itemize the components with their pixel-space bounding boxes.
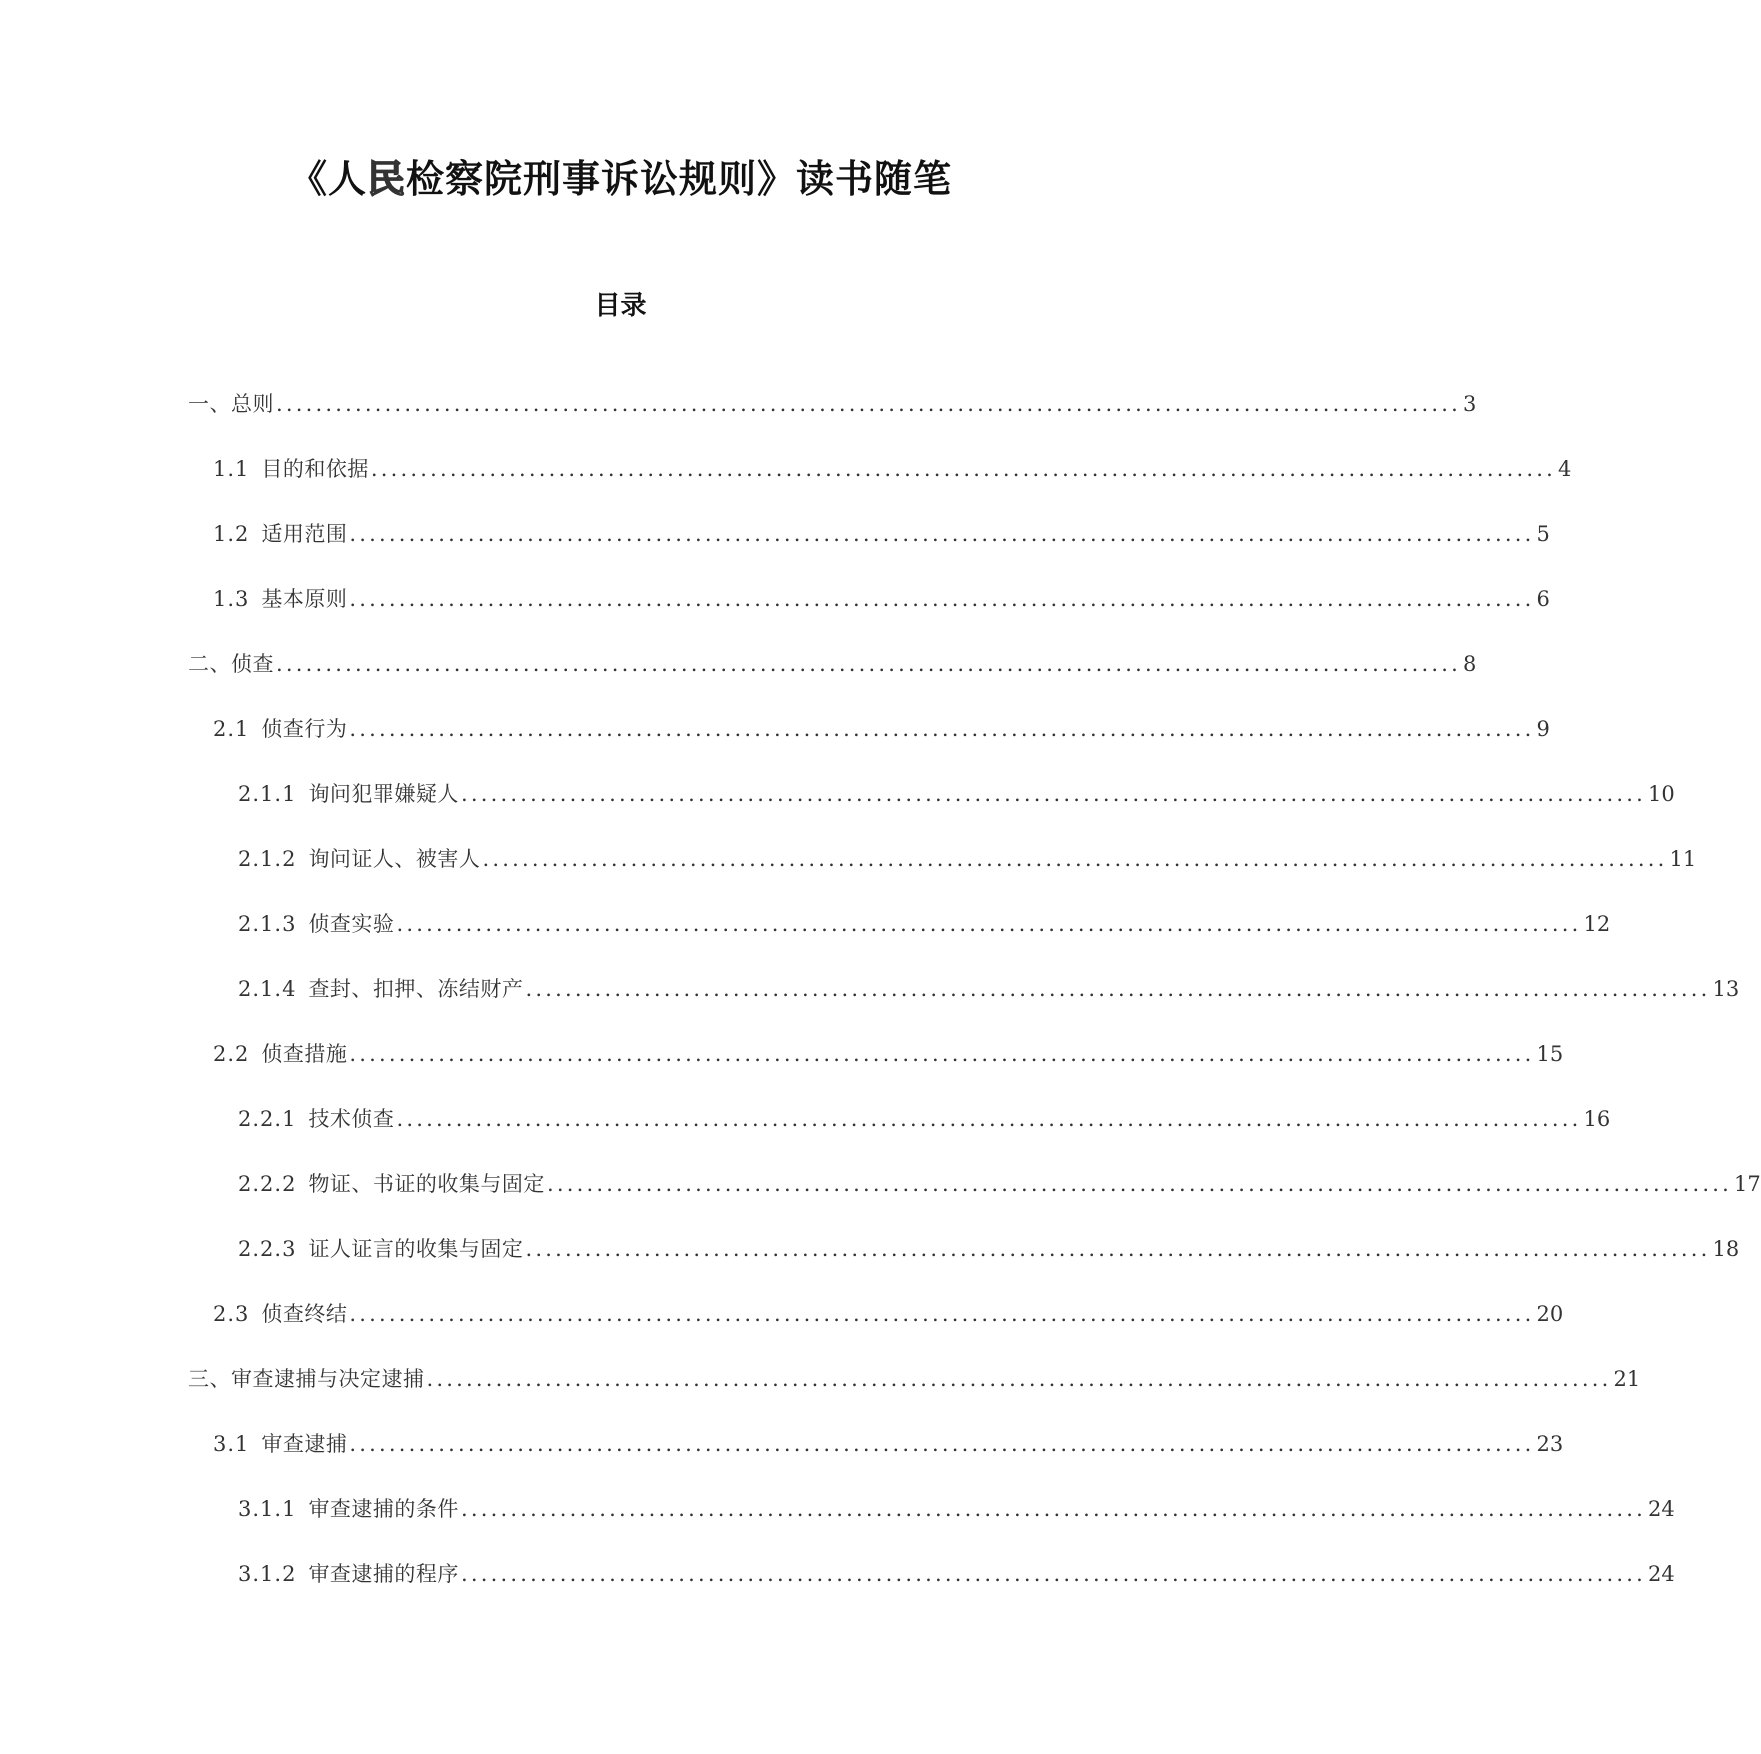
toc-entry-page: 17 [1733, 1172, 1761, 1196]
toc-entry[interactable] [213, 715, 1550, 743]
toc-dot-leader: ........................................................................................................................ [276, 392, 1462, 416]
toc-dot-leader: ........................................................................................................................ [525, 977, 1711, 1001]
toc-dot-leader: ........................................................................................................................ [396, 1107, 1582, 1131]
toc-entry-number: 2.1.3 [238, 912, 297, 936]
toc-dot-leader: ........................................................................................................................ [396, 912, 1582, 936]
title-text-outline-char: 民 [366, 157, 406, 201]
toc-dot-leader: ........................................................................................................................ [349, 587, 1535, 611]
toc-entry-page: 11 [1669, 847, 1697, 871]
toc-entry-number: 2.3 [213, 1302, 250, 1326]
toc-entry-text: 三、审查逮捕与决定逮捕 [188, 1367, 425, 1391]
toc-entry-number: 3.1.2 [238, 1562, 297, 1586]
toc-entry-text: 适用范围 [261, 522, 348, 546]
toc-entry-text: 一、总则 [188, 392, 274, 416]
toc-entry-page: 15 [1536, 1042, 1564, 1066]
toc-dot-leader: ........................................................................................................................ [546, 1172, 1732, 1196]
toc-entry[interactable] [213, 1430, 1564, 1458]
toc-entry-text: 审查逮捕的程序 [308, 1562, 459, 1586]
toc-entry-text: 查封、扣押、冻结财产 [308, 977, 524, 1001]
toc-entry-page: 13 [1712, 977, 1740, 1001]
toc-dot-leader: ........................................................................................................................ [460, 1562, 1646, 1586]
toc-entry-page: 20 [1536, 1302, 1564, 1326]
toc-entry[interactable] [238, 1235, 1740, 1263]
toc-entry-number: 1.1 [213, 457, 250, 481]
toc-entry-text: 侦查行为 [261, 717, 348, 741]
toc-entry-number: 3.1 [213, 1432, 250, 1456]
toc-entry-page: 24 [1647, 1562, 1675, 1586]
toc-entry[interactable] [188, 390, 1477, 418]
toc-dot-leader: ........................................................................................................................ [349, 1302, 1535, 1326]
title-text-part2: 检察院刑事诉讼规则》读书随笔 [406, 157, 953, 201]
toc-dot-leader: ........................................................................................................................ [349, 717, 1535, 741]
toc-entry-text: 询问证人、被害人 [308, 847, 481, 871]
toc-entry[interactable] [238, 910, 1611, 938]
toc-dot-leader: ........................................................................................................................ [349, 1432, 1535, 1456]
toc-entry-number: 2.1.4 [238, 977, 297, 1001]
toc-entry[interactable] [188, 1365, 1641, 1393]
toc-entry[interactable] [213, 455, 1572, 483]
toc-entry-page: 23 [1536, 1432, 1564, 1456]
toc-entry-page: 21 [1613, 1367, 1641, 1391]
toc-entry[interactable] [238, 975, 1740, 1003]
toc-entry-page: 10 [1647, 782, 1675, 806]
toc-entry[interactable] [238, 780, 1675, 808]
toc-entry-number: 2.1.2 [238, 847, 297, 871]
toc-dot-leader: ........................................................................................................................ [426, 1367, 1612, 1391]
toc-entry[interactable] [213, 1040, 1564, 1068]
toc-entry-text: 侦查终结 [261, 1302, 348, 1326]
toc-entry-page: 5 [1536, 522, 1550, 546]
toc-entry-number: 3.1.1 [238, 1497, 297, 1521]
toc-entry-number: 2.1 [213, 717, 250, 741]
toc-dot-leader: ........................................................................................................................ [525, 1237, 1711, 1261]
toc-entry-text: 二、侦查 [188, 652, 274, 676]
toc-entry[interactable] [238, 845, 1697, 873]
toc-entry-page: 4 [1557, 457, 1572, 481]
toc-entry[interactable] [238, 1105, 1611, 1133]
toc-entry-number: 2.2.3 [238, 1237, 297, 1261]
toc-heading: 目录 [594, 291, 647, 321]
toc-dot-leader: ........................................................................................................................ [460, 782, 1646, 806]
toc-entry-page: 3 [1463, 392, 1477, 416]
toc-entry-text: 审查逮捕 [261, 1432, 348, 1456]
toc-entry[interactable] [238, 1560, 1675, 1588]
toc-entry[interactable] [238, 1495, 1675, 1523]
toc-entry-text: 证人证言的收集与固定 [308, 1237, 524, 1261]
toc-entry-text: 侦查实验 [308, 912, 395, 936]
toc-entry-text: 审查逮捕的条件 [308, 1497, 459, 1521]
toc-entry-page: 16 [1583, 1107, 1611, 1131]
toc-entry-page: 6 [1536, 587, 1550, 611]
toc-dot-leader: ........................................................................................................................ [370, 457, 1556, 481]
toc-entry-text: 物证、书证的收集与固定 [308, 1172, 545, 1196]
toc-entry-page: 9 [1536, 717, 1550, 741]
toc-entry[interactable] [213, 1300, 1564, 1328]
toc-entry-text: 侦查措施 [261, 1042, 348, 1066]
toc-dot-leader: ........................................................................................................................ [460, 1497, 1646, 1521]
toc-entry[interactable] [213, 585, 1550, 613]
toc-entry-number: 1.3 [213, 587, 250, 611]
toc-entry-text: 询问犯罪嫌疑人 [308, 782, 459, 806]
toc-entry-number: 2.2.1 [238, 1107, 297, 1131]
toc-entry[interactable] [188, 650, 1477, 678]
toc-entry-number: 1.2 [213, 522, 250, 546]
toc-entry-text: 基本原则 [261, 587, 348, 611]
toc-dot-leader: ........................................................................................................................ [349, 522, 1535, 546]
toc-entry-page: 12 [1583, 912, 1611, 936]
toc-dot-leader: ........................................................................................................................ [482, 847, 1668, 871]
toc-dot-leader: ........................................................................................................................ [276, 652, 1462, 676]
toc-entry-number: 2.2.2 [238, 1172, 297, 1196]
title-text-part1: 《人 [288, 157, 367, 201]
toc-entry-number: 2.2 [213, 1042, 250, 1066]
toc-entry-page: 18 [1712, 1237, 1740, 1261]
toc-entry-text: 目的和依据 [261, 457, 369, 481]
toc-entry[interactable] [213, 520, 1550, 548]
toc-entry-page: 8 [1463, 652, 1477, 676]
toc-entry-page: 24 [1647, 1497, 1675, 1521]
toc-entry-number: 2.1.1 [238, 782, 297, 806]
toc-entry[interactable] [238, 1170, 1761, 1198]
toc-entry-text: 技术侦查 [308, 1107, 395, 1131]
toc-dot-leader: ........................................................................................................................ [349, 1042, 1535, 1066]
